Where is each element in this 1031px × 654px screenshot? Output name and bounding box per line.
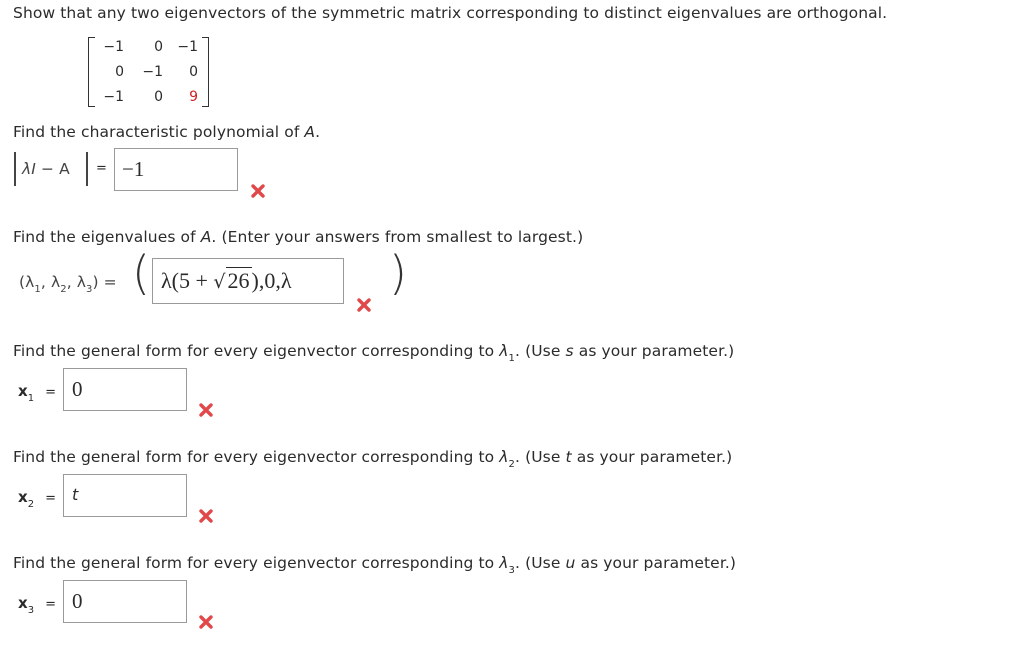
- q1-equals: =: [96, 161, 107, 176]
- q2-lhs-open: (λ: [19, 273, 35, 291]
- q5-lambda-sub: 3: [508, 565, 516, 576]
- q2-answer-value: [161, 268, 292, 294]
- eigenvector-x3-input[interactable]: [63, 580, 187, 623]
- q4-prompt: [13, 448, 733, 470]
- q3-lambda-sub: 1: [508, 353, 516, 364]
- q4-lambda-sub: 2: [508, 459, 516, 470]
- left-paren: (: [132, 246, 150, 300]
- x-mark-icon: [199, 403, 213, 417]
- q3-vector-label: [18, 381, 57, 404]
- eigenvector-x1-input[interactable]: [63, 368, 187, 411]
- q4-vec-sub: 2: [27, 499, 35, 510]
- q3-answer-value: 0: [72, 377, 83, 401]
- q5-vec-sub: 3: [27, 605, 35, 616]
- q4-prompt-mid: . (Use: [515, 448, 566, 466]
- q4-vec: x: [18, 488, 28, 506]
- eigenvector-x2-input[interactable]: [63, 474, 187, 517]
- q2-sub3: 3: [86, 284, 93, 295]
- q1-prompt-var: A: [304, 123, 316, 141]
- q1-lhs: [22, 160, 70, 178]
- q4-lambda: λ: [499, 448, 509, 466]
- q3-equals: =: [45, 385, 57, 400]
- x-mark-icon: [199, 615, 213, 629]
- q4-prompt-prefix: Find the general form for every eigenvector corresponding to: [13, 448, 500, 466]
- q2-sub2: 2: [60, 284, 67, 295]
- q3-prompt-mid: . (Use: [515, 342, 566, 360]
- q4-param: t: [565, 448, 572, 466]
- q3-lambda: λ: [499, 342, 509, 360]
- q5-lambda: λ: [499, 554, 509, 572]
- q3-vec-sub: 1: [27, 393, 35, 404]
- q5-vector-label: [18, 593, 57, 616]
- x-mark-icon: [251, 184, 265, 198]
- matrix-cell-highlighted: 9: [189, 89, 198, 105]
- x-mark-icon: [357, 298, 371, 312]
- x-mark-icon: [199, 509, 213, 523]
- q2-prompt: [13, 228, 583, 246]
- q1-minus-a: − A: [35, 160, 70, 178]
- matrix-cell: −1: [103, 39, 124, 55]
- q5-prompt-prefix: Find the general form for every eigenvector corresponding to: [13, 554, 500, 572]
- q5-param: u: [565, 554, 576, 572]
- matrix-cell: 0: [154, 89, 163, 105]
- q2-close: ) =: [92, 273, 117, 291]
- determinant-bar-right: [86, 152, 88, 186]
- characteristic-polynomial-input[interactable]: [114, 148, 238, 191]
- q4-vector-label: [18, 487, 57, 510]
- q2-lhs: [19, 273, 117, 295]
- q2-answer-part-a: λ(5 +: [161, 268, 214, 293]
- q3-prompt: [13, 342, 735, 364]
- q4-equals: =: [45, 491, 57, 506]
- q1-prompt-suffix: .: [315, 123, 321, 141]
- q5-answer-value: 0: [72, 589, 83, 613]
- q5-prompt: [13, 554, 737, 576]
- right-paren: ): [389, 246, 407, 300]
- matrix-cell: 0: [115, 64, 124, 80]
- q2-answer-part-b: ),0,λ: [251, 268, 292, 293]
- q1-prompt: [13, 123, 320, 141]
- q1-answer-value: −1: [122, 157, 145, 181]
- matrix-cell: −1: [103, 89, 124, 105]
- matrix-right-bracket: [202, 37, 209, 107]
- q5-vec: x: [18, 594, 28, 612]
- matrix-cell: −1: [177, 39, 198, 55]
- q5-prompt-mid: . (Use: [515, 554, 566, 572]
- q2-sep2: , λ: [66, 273, 87, 291]
- q1-lambda-i: λI: [22, 160, 36, 178]
- q2-sep1: , λ: [40, 273, 61, 291]
- q3-vec: x: [18, 382, 28, 400]
- q3-prompt-suffix: as your parameter.): [573, 342, 735, 360]
- q1-prompt-prefix: Find the characteristic polynomial of: [13, 123, 305, 141]
- eigenvalues-input[interactable]: [152, 258, 344, 304]
- determinant-bar-left: [14, 152, 16, 186]
- q5-prompt-suffix: as your parameter.): [575, 554, 737, 572]
- problem-statement: Show that any two eigenvectors of the symmetric matrix corresponding to distinct eigenvalues are orthogonal.: [13, 4, 888, 22]
- sqrt-icon: √: [213, 271, 226, 293]
- q3-prompt-prefix: Find the general form for every eigenvector corresponding to: [13, 342, 500, 360]
- q2-prompt-prefix: Find the eigenvalues of: [13, 228, 201, 246]
- q4-prompt-suffix: as your parameter.): [571, 448, 733, 466]
- q3-param: s: [565, 342, 574, 360]
- q2-prompt-suffix: . (Enter your answers from smallest to largest.): [211, 228, 584, 246]
- q2-prompt-var: A: [200, 228, 212, 246]
- matrix-cell: 0: [189, 64, 198, 80]
- matrix-cell: −1: [142, 64, 163, 80]
- matrix-cell: 0: [154, 39, 163, 55]
- q4-answer-value: t: [72, 485, 79, 504]
- q2-sub1: 1: [34, 284, 41, 295]
- q5-equals: =: [45, 597, 57, 612]
- q2-answer-sqrt-arg: 26: [227, 268, 250, 293]
